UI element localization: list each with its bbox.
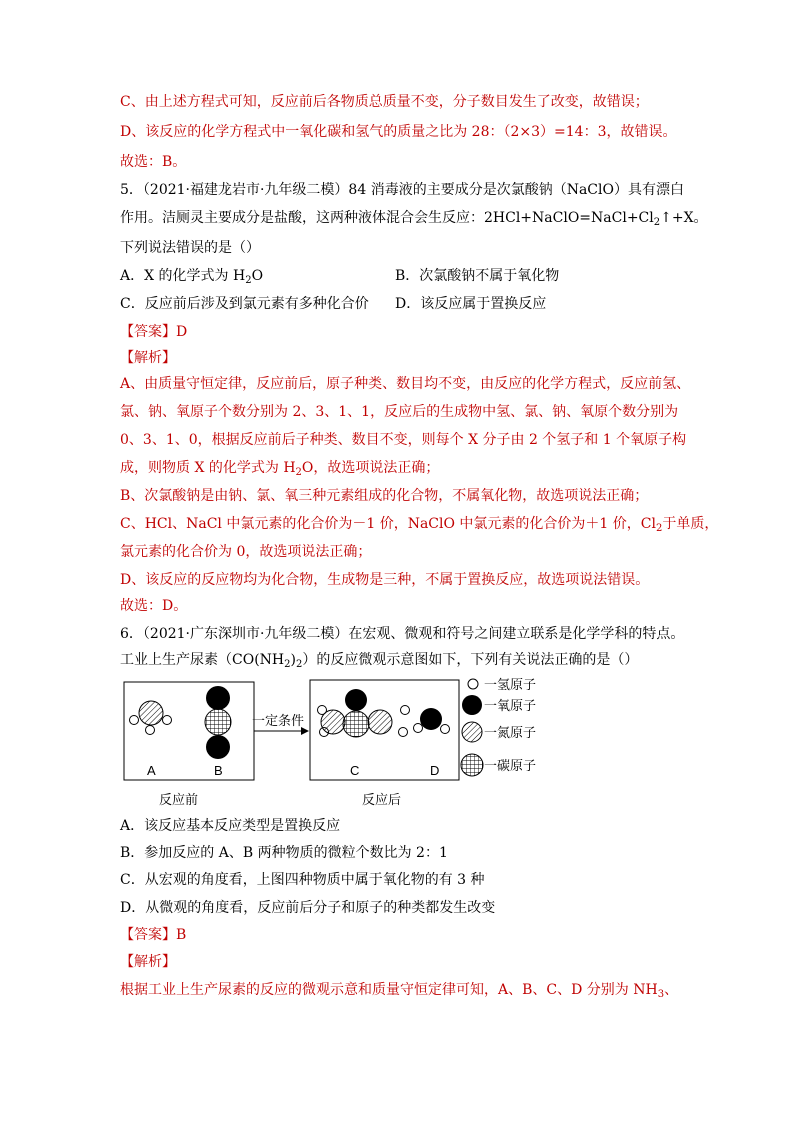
q5-explain-2: 氯、钠、氧原子个数分别为 2、3、1、1，反应后的生成物中氢、氯、钠、氧原个数分别为 <box>120 404 679 420</box>
q6-option-d: D．从微观的角度看，反应前后分子和原子的种类都发生改变 <box>120 900 496 916</box>
q5-explain-7: 氯元素的化合价为 0，故选项说法正确； <box>120 544 372 560</box>
prev-choose: 故选：B。 <box>120 154 187 170</box>
legend-hydrogen: 一氢原子 <box>484 677 537 692</box>
legend-oxygen: 一氧原子 <box>484 698 537 713</box>
label-after: 反应后 <box>362 792 402 807</box>
q5-explain-4: 成，则物质 X 的化学式为 $H_2O$，故选项说法正确； <box>120 460 440 478</box>
reaction-condition: 一定条件 <box>252 713 305 728</box>
molecule-c-urea <box>318 689 410 737</box>
q5-option-c: C．反应前后涉及到氯元素有多种化合价 <box>120 296 369 312</box>
q5-explain-3: 0、3、1、0，根据反应前后子种类、数目不变，则每个 X 分子由 2 个氢子和 1 个氧原子构 <box>120 432 687 448</box>
q6-stem-line2: 工业上生产尿素$(CO(NH_2)_2)$的反应微观示意图如下，下列有关说法正确的是（） <box>120 652 639 670</box>
molecule-b-carbon-dioxide <box>205 686 231 759</box>
prev-option-c: C、由上述方程式可知，反应前后各物质总质量不变，分子数目发生了改变，故错误； <box>120 94 649 110</box>
q6-option-a: A．该反应基本反应类型是置换反应 <box>120 818 341 834</box>
q5-option-a: A．X 的化学式为 $H_2O$ <box>120 268 264 286</box>
q6-explain-1: 根据工业上生产尿素的反应的微观示意和质量守恒定律可知，A、B、C、D 分别为 $NH_3$、 <box>120 982 679 1000</box>
q6-option-b: B．参加反应的 A、B 两种物质的微粒个数比为 2：1 <box>120 845 448 861</box>
q5-option-d: D．该反应属于置换反应 <box>395 296 547 312</box>
before-box <box>124 682 254 780</box>
q6-option-c: C．从宏观的角度看，上图四种物质中属于氧化物的有 3 种 <box>120 872 485 888</box>
reaction-diagram <box>118 676 558 810</box>
legend-carbon-symbol <box>461 754 483 776</box>
q5-explain-1: A、由质量守恒定律，反应前后，原子种类、数目均不变，由反应的化学方程式，反应前氢、 <box>120 376 691 392</box>
q5-choose: 故选：D。 <box>120 598 188 614</box>
label-d: D <box>430 763 440 778</box>
q5-option-b: B．次氯酸钠不属于氧化物 <box>395 268 560 284</box>
molecule-d-water <box>414 708 450 734</box>
legend-oxygen-symbol <box>462 695 482 715</box>
q5-stem-line1: 5．（2021·福建龙岩市·九年级二模）84 消毒液的主要成分是次氯酸钠（NaClO）具有漂白 <box>120 182 684 198</box>
molecule-a-ammonia <box>130 701 172 735</box>
legend-carbon: 一碳原子 <box>484 758 537 773</box>
q5-stem-line3: 下列说法错误的是（） <box>120 240 260 256</box>
label-c: C <box>350 763 360 778</box>
q5-explain-5: B、次氯酸钠是由钠、氯、氧三种元素组成的化合物，不属氧化物，故选项说法正确； <box>120 488 649 504</box>
q5-stem-line2: 作用。洁厕灵主要成分是盐酸，这两种液体混合会生反应：$2HCl+NaClO=NaCl+Cl_2↑+X$。 <box>120 210 708 228</box>
q6-stem-line1: 6．（2021·广东深圳市·九年级二模）在宏观、微观和符号之间建立联系是化学学科的特点。 <box>120 626 685 642</box>
label-b: B <box>214 763 223 778</box>
q5-analysis-heading: 【解析】 <box>120 350 176 366</box>
q6-answer: 【答案】B <box>120 927 187 943</box>
q5-answer: 【答案】D <box>120 324 188 340</box>
q5-explain-6: C、HCl、NaCl 中氯元素的化合价为－1 价，NaClO 中氯元素的化合价为＋1 价，$Cl_2$于单质， <box>120 516 719 534</box>
prev-option-d: D、该反应的化学方程式中一氧化碳和氢气的质量之比为 28：（2×3）=14：3，故错误。 <box>120 124 677 140</box>
legend-nitrogen-symbol <box>462 722 482 742</box>
legend <box>461 677 536 776</box>
legend-hydrogen-symbol <box>468 679 478 689</box>
q5-explain-8: D、该反应的反应物均为化合物，生成物是三种，不属于置换反应，故选项说法错误。 <box>120 572 650 588</box>
label-a: A <box>147 763 156 778</box>
q6-analysis-heading: 【解析】 <box>120 954 176 970</box>
legend-nitrogen: 一氮原子 <box>484 725 537 740</box>
label-before: 反应前 <box>159 792 199 807</box>
